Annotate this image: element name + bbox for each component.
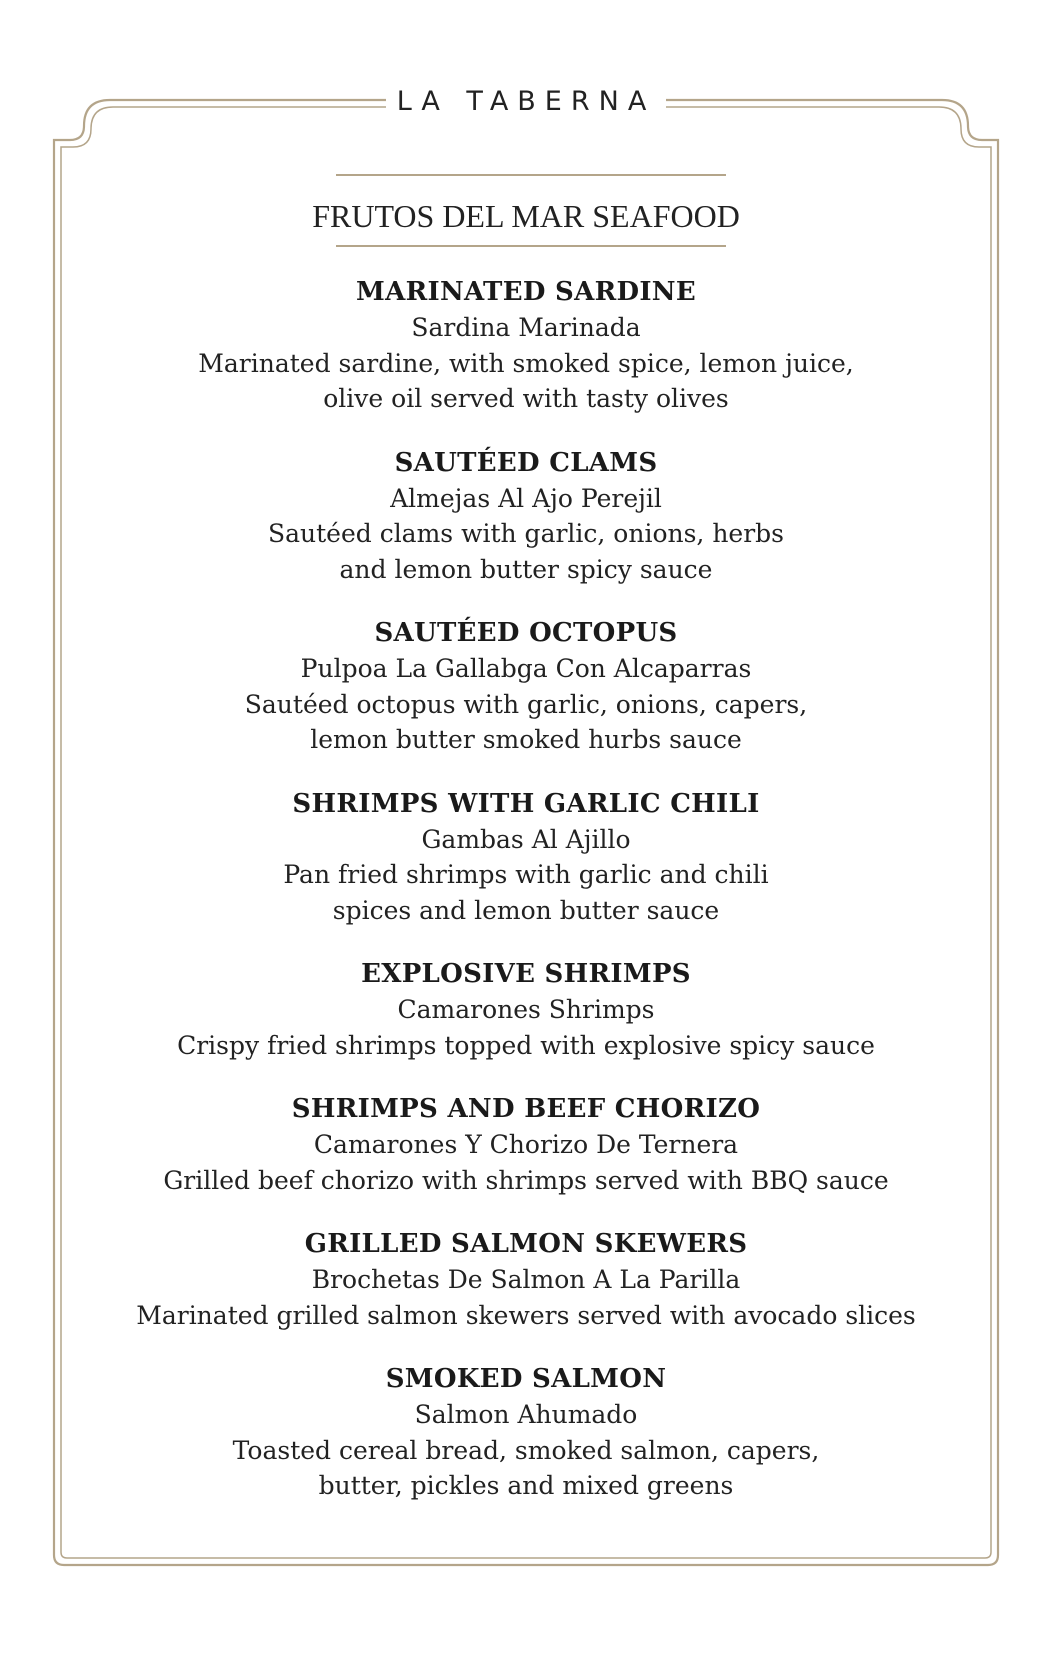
menu-item-name: SMOKED SALMON (385, 1364, 667, 1394)
menu-item-spanish-name: Sardina Marinada (411, 313, 641, 342)
menu-item (80, 956, 972, 1063)
menu-item (80, 1091, 972, 1198)
menu-item-description: butter, pickles and mixed greens (318, 1471, 734, 1500)
menu-item-description: Crispy fried shrimps topped with explosive spicy sauce (177, 1030, 875, 1060)
menu-item (80, 1361, 972, 1504)
menu-list (80, 274, 972, 1532)
menu-item-name: GRILLED SALMON SKEWERS (304, 1229, 748, 1259)
menu-item (80, 1226, 972, 1333)
menu-item-name: SAUTÉED OCTOPUS (374, 618, 678, 648)
menu-item-description: Sautéed clams with garlic, onions, herbs (267, 519, 785, 548)
section-rule-bottom (336, 245, 726, 247)
section-title: FRUTOS DEL MAR SEAFOOD (312, 198, 740, 234)
menu-item-spanish-name: Camarones Y Chorizo De Ternera (313, 1130, 739, 1159)
restaurant-brand: LA TABERNA (396, 86, 656, 117)
menu-item-name: SHRIMPS WITH GARLIC CHILI (292, 788, 760, 819)
menu-item-spanish-name: Pulpoa La Gallabga Con Alcaparras (300, 654, 752, 683)
menu-item (80, 615, 972, 758)
menu-item-spanish-name: Brochetas De Salmon A La Parilla (311, 1265, 741, 1294)
menu-item-name: EXPLOSIVE SHRIMPS (361, 959, 691, 989)
menu-item-spanish-name: Gambas Al Ajillo (421, 824, 631, 854)
menu-item-name: SHRIMPS AND BEEF CHORIZO (291, 1094, 761, 1124)
menu-item-spanish-name: Salmon Ahumado (414, 1400, 638, 1429)
menu-item-description: Marinated grilled salmon skewers served with avocado slices (136, 1300, 916, 1330)
menu-item-description: Marinated sardine, with smoked spice, lemon juice, (198, 348, 854, 378)
menu-item-spanish-name: Camarones Shrimps (397, 995, 655, 1024)
menu-item (80, 274, 972, 417)
menu-item-description: and lemon butter spicy sauce (339, 554, 713, 584)
menu-item-description: Grilled beef chorizo with shrimps served with BBQ sauce (163, 1165, 889, 1195)
menu-item-description: spices and lemon butter sauce (332, 895, 720, 925)
section-rule-top (336, 174, 726, 176)
menu-item-name: MARINATED SARDINE (356, 277, 696, 307)
menu-item-spanish-name: Almejas Al Ajo Perejil (390, 483, 662, 513)
menu-item-description: Sautéed octopus with garlic, onions, capers, (244, 689, 808, 719)
menu-item-description: olive oil served with tasty olives (323, 384, 729, 413)
menu-item-description: Pan fried shrimps with garlic and chili (283, 860, 769, 889)
menu-item-description: lemon butter smoked hurbs sauce (310, 725, 742, 754)
menu-item (80, 445, 972, 588)
menu-item (80, 786, 972, 929)
menu-item-description: Toasted cereal bread, smoked salmon, capers, (232, 1435, 820, 1465)
menu-item-name: SAUTÉED CLAMS (394, 447, 658, 478)
